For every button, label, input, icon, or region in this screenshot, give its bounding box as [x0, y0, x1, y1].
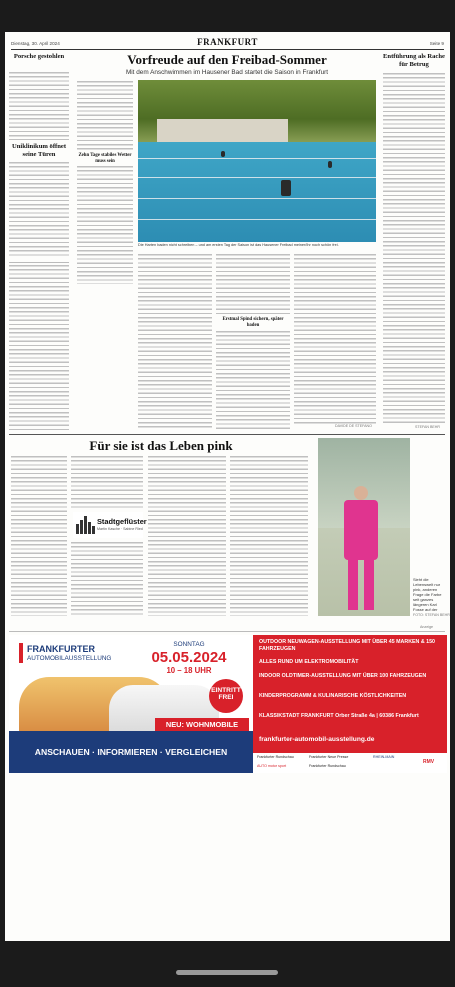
- main-subhead: Mit dem Anschwimmen im Hausener Bad startet die Saison in Frankfurt: [125, 69, 329, 76]
- main-text-col3b: [216, 331, 290, 430]
- main-author: DAVIDE DE STEFANO: [335, 424, 372, 428]
- status-bar: [0, 0, 455, 32]
- ad-day: SONNTAG: [173, 641, 205, 648]
- pink-woman-photo: [318, 438, 410, 616]
- second-headline: Für sie ist das Leben pink: [89, 438, 233, 453]
- main-headline: Vorfreude auf den Freibad-Sommer: [127, 52, 327, 67]
- story-divider: [9, 434, 445, 435]
- ad-brand-2: AUTOMOBILAUSSTELLUNG: [27, 655, 112, 662]
- ad-label: Anzeige: [420, 625, 433, 629]
- second-text-col4: [230, 456, 308, 616]
- ad-sponsors: [253, 753, 447, 773]
- inline-heading: Erstmal Spind sichern, später baden: [222, 317, 284, 328]
- story2-text: [9, 162, 69, 258]
- ad-ribbon: NEU: WOHNMOBILE: [155, 718, 249, 731]
- newspaper-page[interactable]: [5, 32, 450, 941]
- photo-credit: FOTO: STEFAN BEHR: [413, 613, 450, 617]
- skyline-icon: [74, 514, 96, 536]
- main-text-col4: [294, 254, 376, 424]
- right-author: STEFAN BEHR: [415, 425, 440, 429]
- ad-feature-4: KINDERPROGRAMM & KULINARISCHE KÖSTLICHKEITEN: [259, 693, 407, 699]
- second-text-col2a: [71, 456, 143, 508]
- main-text-col1b: [77, 166, 133, 284]
- ad-divider: [9, 631, 445, 632]
- ad-slogan: ANSCHAUEN · INFORMIEREN · VERGLEICHEN: [34, 747, 228, 757]
- ad-brand-1: FRANKFURTER: [27, 644, 95, 654]
- section-title: FRANKFURT: [197, 37, 258, 47]
- sponsor-6: RMV: [423, 759, 435, 765]
- ad-slogan-bar: [9, 731, 253, 773]
- right-title: Entführung als Rache für Betrug: [383, 53, 445, 68]
- second-text-col1: [11, 456, 67, 616]
- pool-caption: Die Harten baden nicht schreiben – und am ersten Tag der Saison ist das Hausener Freibad meiner/Ihr noch schön frei.: [138, 243, 339, 247]
- page-number: Seite 9: [429, 41, 444, 46]
- sponsor-4: Frankfurter Rundschau: [309, 764, 346, 768]
- ad-date: 05.05.2024: [151, 649, 227, 666]
- sticker-title: Stadtgeflüster: [97, 517, 147, 526]
- home-indicator[interactable]: [176, 970, 278, 975]
- bottom-bar: [0, 941, 455, 987]
- issue-date: Dienstag, 30. April 2024: [11, 41, 60, 46]
- sponsor-1: Frankfurter Rundschau: [257, 755, 294, 759]
- sticker-sub: Martin Kasche · Sabine Ried: [97, 527, 143, 531]
- ad-url[interactable]: frankfurter-automobil-ausstellung.de: [259, 736, 375, 743]
- ad-time: 10 – 18 UHR: [166, 666, 212, 675]
- header-rule: [11, 49, 444, 50]
- second-text-col3: [148, 456, 226, 616]
- ad-free-badge: EINTRITT FREI: [209, 679, 243, 713]
- left-divider: [9, 262, 69, 263]
- second-text-col2b: [71, 542, 143, 616]
- main-text-col2: [138, 254, 212, 430]
- story1-text: [9, 72, 69, 140]
- ad-feature-3: INDOOR OLDTIMER-AUSSTELLUNG MIT ÜBER 100 FAHRZEUGEN: [259, 673, 427, 679]
- story2-title: Uniklinikum öffnet seine Türen: [11, 143, 67, 158]
- ad-feature-2: ALLES RUND UM ELEKTROMOBILITÄT: [259, 659, 359, 665]
- advertisement[interactable]: [9, 635, 447, 773]
- zehn-tage-heading: Zehn Tage stabiles Wetter muss sein: [78, 153, 132, 164]
- story1-title: Porsche gestohlen: [13, 53, 65, 60]
- sponsor-3: AUTO motor sport: [257, 764, 287, 768]
- stadtgefluester-box: [73, 512, 147, 538]
- sponsor-2: Frankfurter Neue Presse: [309, 755, 349, 759]
- main-text-col1: [77, 81, 133, 151]
- photo-caption: Sieht die Lebenswelt nur pink, anderen Frage die Farbe seit ganzes längeren Karl Fosse auf der: [413, 577, 442, 612]
- ad-feature-1: OUTDOOR NEUWAGEN-AUSSTELLUNG MIT ÜBER 45 MARKEN & 150 FAHRZEUGEN: [259, 639, 435, 652]
- story3-text: [9, 265, 69, 431]
- pool-photo: [138, 80, 376, 242]
- main-text-col3a: [216, 254, 290, 314]
- sponsor-5: RHEIN-MAIN: [373, 755, 395, 759]
- right-text: [383, 73, 445, 425]
- ad-feature-5: KLASSIKSTADT FRANKFURT Orber Straße 4a | 60386 Frankfurt: [259, 713, 419, 719]
